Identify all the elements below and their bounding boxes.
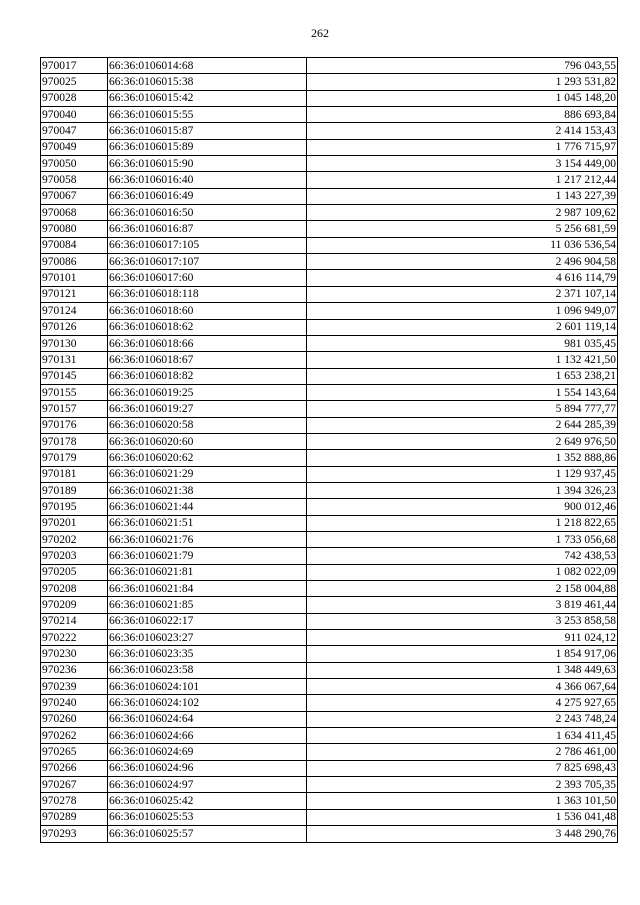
value-cell: 3 819 461,44 [307, 597, 618, 613]
cadastral-number-cell: 66:36:0106025:57 [108, 826, 307, 842]
value-cell: 11 036 536,54 [307, 237, 618, 253]
row-id-cell: 970201 [41, 515, 108, 531]
value-cell: 1 293 531,82 [307, 74, 618, 90]
table-row [41, 237, 618, 253]
table-row [41, 613, 618, 629]
table-row [41, 564, 618, 580]
cadastral-number-cell: 66:36:0106018:60 [108, 303, 307, 319]
cadastral-number-cell: 66:36:0106021:29 [108, 466, 307, 482]
table-row [41, 793, 618, 809]
table-row [41, 384, 618, 400]
table-row [41, 74, 618, 90]
cadastral-number-cell: 66:36:0106024:97 [108, 777, 307, 793]
row-id-cell: 970084 [41, 237, 108, 253]
table-row [41, 172, 618, 188]
cadastral-number-cell: 66:36:0106024:69 [108, 744, 307, 760]
value-cell: 900 012,46 [307, 499, 618, 515]
row-id-cell: 970131 [41, 352, 108, 368]
cadastral-number-cell: 66:36:0106018:62 [108, 319, 307, 335]
table-row [41, 270, 618, 286]
table-row [41, 139, 618, 155]
table-row [41, 401, 618, 417]
row-id-cell: 970267 [41, 777, 108, 793]
table-row [41, 711, 618, 727]
row-id-cell: 970067 [41, 188, 108, 204]
table-row [41, 156, 618, 172]
value-cell: 1 776 715,97 [307, 139, 618, 155]
table-row [41, 531, 618, 547]
cadastral-number-cell: 66:36:0106015:55 [108, 107, 307, 123]
value-cell: 1 352 888,86 [307, 450, 618, 466]
value-cell: 1 217 212,44 [307, 172, 618, 188]
cadastral-number-cell: 66:36:0106021:51 [108, 515, 307, 531]
table-row [41, 662, 618, 678]
table-row [41, 188, 618, 204]
row-id-cell: 970058 [41, 172, 108, 188]
value-cell: 3 253 858,58 [307, 613, 618, 629]
row-id-cell: 970025 [41, 74, 108, 90]
value-cell: 981 035,45 [307, 335, 618, 351]
value-cell: 1 554 143,64 [307, 384, 618, 400]
value-cell: 1 733 056,68 [307, 531, 618, 547]
table-row [41, 482, 618, 498]
value-cell: 2 158 004,88 [307, 581, 618, 597]
row-id-cell: 970126 [41, 319, 108, 335]
row-id-cell: 970262 [41, 728, 108, 744]
value-cell: 742 438,53 [307, 548, 618, 564]
row-id-cell: 970050 [41, 156, 108, 172]
cadastral-number-cell: 66:36:0106019:27 [108, 401, 307, 417]
row-id-cell: 970101 [41, 270, 108, 286]
row-id-cell: 970017 [41, 58, 108, 74]
value-cell: 2 601 119,14 [307, 319, 618, 335]
cadastral-number-cell: 66:36:0106018:82 [108, 368, 307, 384]
value-cell: 886 693,84 [307, 107, 618, 123]
row-id-cell: 970086 [41, 254, 108, 270]
value-cell: 1 129 937,45 [307, 466, 618, 482]
cadastral-number-cell: 66:36:0106015:89 [108, 139, 307, 155]
value-cell: 1 363 101,50 [307, 793, 618, 809]
value-cell: 4 366 067,64 [307, 679, 618, 695]
row-id-cell: 970230 [41, 646, 108, 662]
value-cell: 1 634 411,45 [307, 728, 618, 744]
table-row [41, 205, 618, 221]
cadastral-number-cell: 66:36:0106020:62 [108, 450, 307, 466]
table-row [41, 335, 618, 351]
value-cell: 2 496 904,58 [307, 254, 618, 270]
value-cell: 1 096 949,07 [307, 303, 618, 319]
row-id-cell: 970145 [41, 368, 108, 384]
row-id-cell: 970222 [41, 630, 108, 646]
value-cell: 2 987 109,62 [307, 205, 618, 221]
cadastral-number-cell: 66:36:0106016:40 [108, 172, 307, 188]
row-id-cell: 970181 [41, 466, 108, 482]
row-id-cell: 970047 [41, 123, 108, 139]
page-number: 262 [311, 26, 329, 40]
value-cell: 2 414 153,43 [307, 123, 618, 139]
table-row [41, 417, 618, 433]
table-row [41, 744, 618, 760]
row-id-cell: 970040 [41, 107, 108, 123]
table-row [41, 728, 618, 744]
cadastral-number-cell: 66:36:0106016:50 [108, 205, 307, 221]
row-id-cell: 970266 [41, 760, 108, 776]
table-row [41, 352, 618, 368]
row-id-cell: 970028 [41, 90, 108, 106]
row-id-cell: 970278 [41, 793, 108, 809]
table-row [41, 777, 618, 793]
table-row [41, 58, 618, 74]
table-row [41, 548, 618, 564]
cadastral-number-cell: 66:36:0106018:118 [108, 286, 307, 302]
table-body [41, 58, 618, 843]
row-id-cell: 970155 [41, 384, 108, 400]
table-row [41, 123, 618, 139]
row-id-cell: 970130 [41, 335, 108, 351]
cadastral-number-cell: 66:36:0106016:49 [108, 188, 307, 204]
row-id-cell: 970195 [41, 499, 108, 515]
cadastral-number-cell: 66:36:0106020:58 [108, 417, 307, 433]
cadastral-number-cell: 66:36:0106018:66 [108, 335, 307, 351]
cadastral-number-cell: 66:36:0106021:44 [108, 499, 307, 515]
value-cell: 1 394 326,23 [307, 482, 618, 498]
table-row [41, 368, 618, 384]
table-row [41, 107, 618, 123]
cadastral-number-cell: 66:36:0106014:68 [108, 58, 307, 74]
cadastral-number-cell: 66:36:0106023:35 [108, 646, 307, 662]
cadastral-number-cell: 66:36:0106020:60 [108, 433, 307, 449]
cadastral-number-cell: 66:36:0106016:87 [108, 221, 307, 237]
row-id-cell: 970205 [41, 564, 108, 580]
value-cell: 4 616 114,79 [307, 270, 618, 286]
value-cell: 1 132 421,50 [307, 352, 618, 368]
cadastral-number-cell: 66:36:0106021:76 [108, 531, 307, 547]
row-id-cell: 970049 [41, 139, 108, 155]
row-id-cell: 970080 [41, 221, 108, 237]
cadastral-number-cell: 66:36:0106015:38 [108, 74, 307, 90]
cadastral-number-cell: 66:36:0106022:17 [108, 613, 307, 629]
cadastral-number-cell: 66:36:0106024:102 [108, 695, 307, 711]
row-id-cell: 970240 [41, 695, 108, 711]
table-row [41, 515, 618, 531]
table-row [41, 433, 618, 449]
row-id-cell: 970178 [41, 433, 108, 449]
table-row [41, 695, 618, 711]
cadastral-number-cell: 66:36:0106024:66 [108, 728, 307, 744]
table-row [41, 90, 618, 106]
table-row [41, 646, 618, 662]
value-cell: 1 536 041,48 [307, 809, 618, 825]
cadastral-number-cell: 66:36:0106023:58 [108, 662, 307, 678]
value-cell: 2 644 285,39 [307, 417, 618, 433]
table-row [41, 630, 618, 646]
table-row [41, 581, 618, 597]
value-cell: 4 275 927,65 [307, 695, 618, 711]
row-id-cell: 970068 [41, 205, 108, 221]
cadastral-number-cell: 66:36:0106021:85 [108, 597, 307, 613]
row-id-cell: 970208 [41, 581, 108, 597]
cadastral-number-cell: 66:36:0106019:25 [108, 384, 307, 400]
value-cell: 1 348 449,63 [307, 662, 618, 678]
row-id-cell: 970265 [41, 744, 108, 760]
table-row [41, 499, 618, 515]
cadastral-number-cell: 66:36:0106021:38 [108, 482, 307, 498]
value-cell: 1 143 227,39 [307, 188, 618, 204]
table-row [41, 254, 618, 270]
cadastral-number-cell: 66:36:0106021:81 [108, 564, 307, 580]
table-row [41, 286, 618, 302]
value-cell: 5 256 681,59 [307, 221, 618, 237]
table-row [41, 826, 618, 842]
value-cell: 911 024,12 [307, 630, 618, 646]
cadastral-number-cell: 66:36:0106024:101 [108, 679, 307, 695]
row-id-cell: 970124 [41, 303, 108, 319]
row-id-cell: 970236 [41, 662, 108, 678]
row-id-cell: 970157 [41, 401, 108, 417]
value-cell: 1 082 022,09 [307, 564, 618, 580]
value-cell: 1 218 822,65 [307, 515, 618, 531]
row-id-cell: 970289 [41, 809, 108, 825]
value-cell: 3 448 290,76 [307, 826, 618, 842]
cadastral-number-cell: 66:36:0106021:84 [108, 581, 307, 597]
value-cell: 2 371 107,14 [307, 286, 618, 302]
row-id-cell: 970214 [41, 613, 108, 629]
table-row [41, 221, 618, 237]
value-cell: 2 649 976,50 [307, 433, 618, 449]
value-cell: 5 894 777,77 [307, 401, 618, 417]
table-row [41, 597, 618, 613]
value-cell: 2 786 461,00 [307, 744, 618, 760]
cadastral-number-cell: 66:36:0106018:67 [108, 352, 307, 368]
value-cell: 1 045 148,20 [307, 90, 618, 106]
value-cell: 2 393 705,35 [307, 777, 618, 793]
row-id-cell: 970260 [41, 711, 108, 727]
cadastral-number-cell: 66:36:0106015:90 [108, 156, 307, 172]
row-id-cell: 970293 [41, 826, 108, 842]
cadastral-number-cell: 66:36:0106017:60 [108, 270, 307, 286]
table-row [41, 303, 618, 319]
table-row [41, 809, 618, 825]
table-row [41, 679, 618, 695]
row-id-cell: 970203 [41, 548, 108, 564]
value-cell: 2 243 748,24 [307, 711, 618, 727]
table-row [41, 466, 618, 482]
cadastral-number-cell: 66:36:0106025:42 [108, 793, 307, 809]
value-cell: 7 825 698,43 [307, 760, 618, 776]
data-table [40, 57, 618, 843]
table-row [41, 319, 618, 335]
value-cell: 796 043,55 [307, 58, 618, 74]
row-id-cell: 970202 [41, 531, 108, 547]
cadastral-number-cell: 66:36:0106023:27 [108, 630, 307, 646]
row-id-cell: 970176 [41, 417, 108, 433]
row-id-cell: 970239 [41, 679, 108, 695]
cadastral-number-cell: 66:36:0106024:64 [108, 711, 307, 727]
cadastral-number-cell: 66:36:0106015:87 [108, 123, 307, 139]
row-id-cell: 970121 [41, 286, 108, 302]
table-row [41, 760, 618, 776]
row-id-cell: 970179 [41, 450, 108, 466]
value-cell: 3 154 449,00 [307, 156, 618, 172]
row-id-cell: 970189 [41, 482, 108, 498]
table-row [41, 450, 618, 466]
value-cell: 1 653 238,21 [307, 368, 618, 384]
cadastral-number-cell: 66:36:0106024:96 [108, 760, 307, 776]
cadastral-number-cell: 66:36:0106017:107 [108, 254, 307, 270]
row-id-cell: 970209 [41, 597, 108, 613]
cadastral-number-cell: 66:36:0106015:42 [108, 90, 307, 106]
cadastral-number-cell: 66:36:0106025:53 [108, 809, 307, 825]
cadastral-number-cell: 66:36:0106017:105 [108, 237, 307, 253]
cadastral-number-cell: 66:36:0106021:79 [108, 548, 307, 564]
value-cell: 1 854 917,06 [307, 646, 618, 662]
